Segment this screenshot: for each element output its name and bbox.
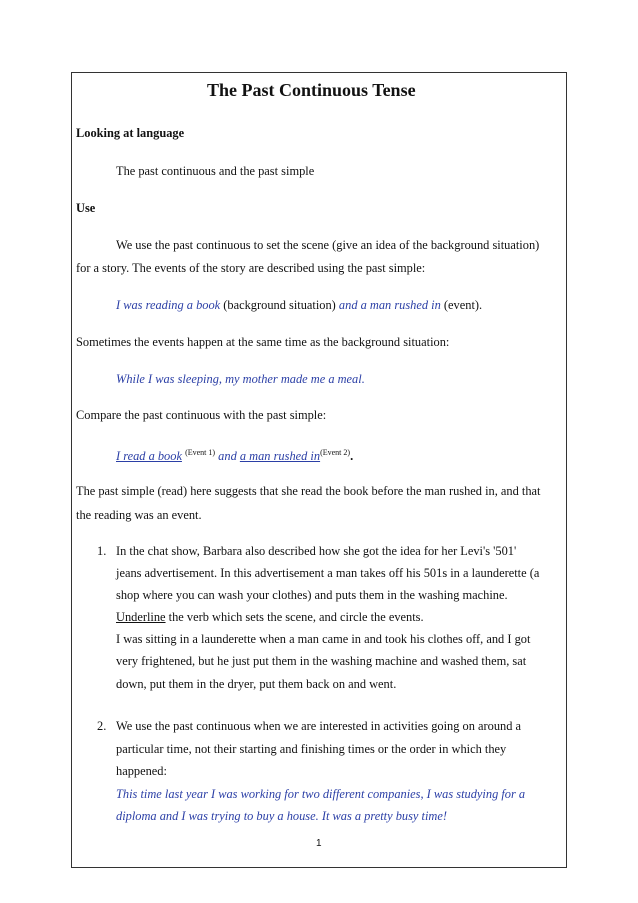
list-item-2-example-line-2: diploma and I was trying to buy a house. It was a pretty busy time!: [116, 809, 447, 823]
explanation-line-1: The past simple (read) here suggests that she read the book before the man rushed in, and that: [76, 484, 541, 498]
example-3-event-2-label: (Event 2): [320, 448, 351, 457]
story-line-1: I was sitting in a launderette when a man came in and took his clothes off, and I got: [116, 632, 531, 646]
example-3: [116, 446, 353, 463]
example-1-event: and a man rushed in: [338, 298, 441, 312]
list-item-1-line-1: In the chat show, Barbara also described how she got the idea for her Levi's '501': [116, 544, 517, 558]
list-item-2-line-2: particular time, not their starting and finishing times or the order in which they: [116, 742, 507, 756]
subheading-text: The past continuous and the past simple: [116, 164, 315, 178]
list-item-1-line-2: jeans advertisement. In this advertisement a man takes off his 501s in a launderette (a: [116, 566, 540, 580]
instruction-rest: the verb which sets the scene, and circle the events.: [168, 610, 424, 624]
sometimes-sentence: Sometimes the events happen at the same time as the background situation:: [76, 335, 450, 349]
example-3-event-2: a man rushed in: [239, 449, 321, 463]
use-paragraph-line-2: for a story. The events of the story are described using the past simple:: [76, 261, 426, 275]
list-item-2-line-3: happened:: [116, 764, 167, 778]
story-line-3: down, put them in the dryer, put them back on and went.: [116, 677, 397, 691]
heading-use: Use: [76, 201, 96, 215]
example-3-and: and: [218, 449, 237, 463]
list-item-1-instruction: [116, 610, 424, 624]
example-3-event-1-label: (Event 1): [185, 448, 216, 457]
use-paragraph-line-1: We use the past continuous to set the scene (give an idea of the background situation): [116, 238, 540, 252]
example-1-event-label: (event).: [443, 298, 483, 312]
page-title: The Past Continuous Tense: [207, 80, 416, 100]
list-item-1-number: 1.: [97, 544, 107, 558]
example-1: [116, 298, 482, 312]
compare-sentence: Compare the past continuous with the past simple:: [76, 408, 327, 422]
list-item-2-number: 2.: [97, 719, 107, 733]
list-item-2-line-1: We use the past continuous when we are interested in activities going on around a: [116, 719, 522, 733]
example-1-background-label: (background situation): [223, 298, 336, 312]
example-1-background: I was reading a book: [116, 298, 221, 312]
list-item-1-line-3: shop where you can wash your clothes) and puts them in the washing machine.: [116, 588, 508, 602]
explanation-line-2: the reading was an event.: [76, 508, 202, 522]
heading-looking-at-language: Looking at language: [76, 126, 185, 140]
underline-word: Underline: [116, 610, 166, 624]
example-3-period: .: [350, 449, 354, 463]
page-number: 1: [316, 838, 322, 849]
example-2: While I was sleeping, my mother made me a meal.: [116, 372, 365, 386]
story-line-2: very frightened, but he just put them in the washing machine and washed them, sat: [116, 654, 527, 668]
list-item-2-example-line-1: This time last year I was working for two different companies, I was studying for a: [116, 787, 526, 801]
example-3-event-1: I read a book: [116, 449, 182, 463]
